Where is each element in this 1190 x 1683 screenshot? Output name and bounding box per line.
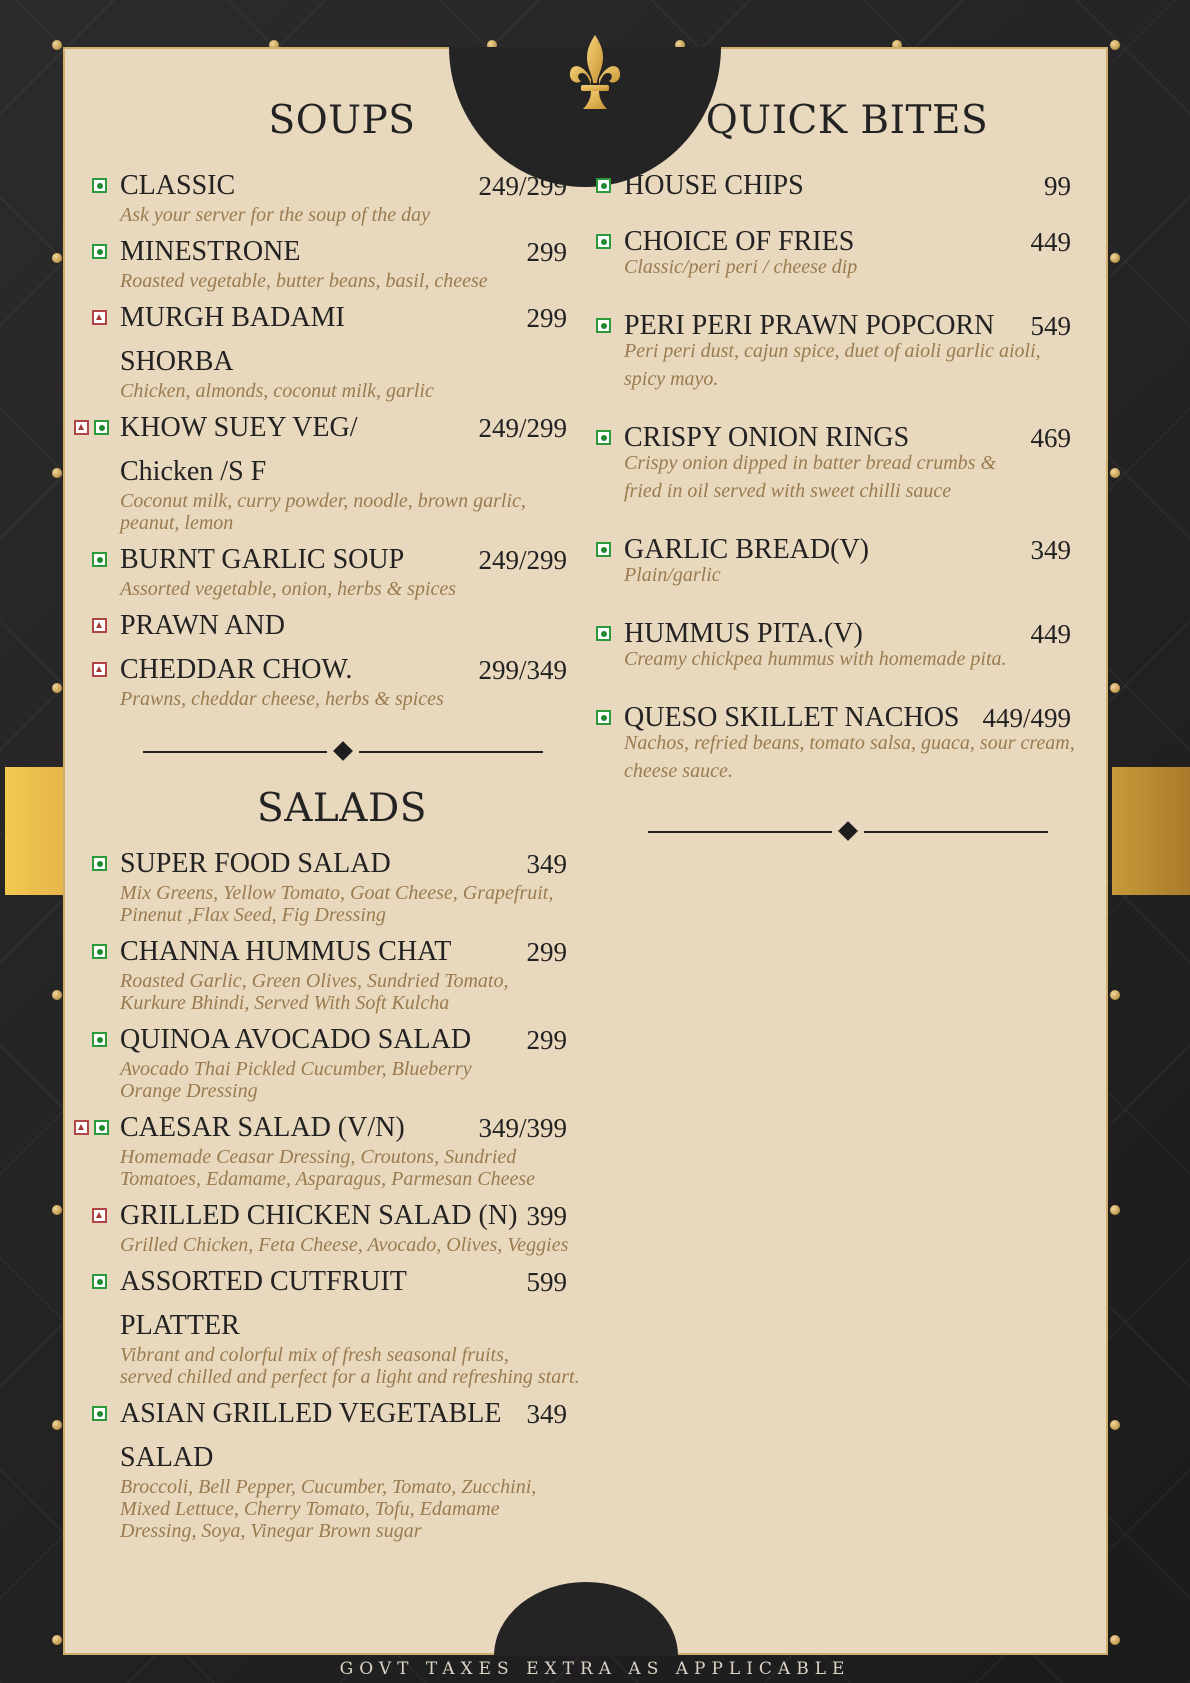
item-name-line2: PLATTER xyxy=(120,1310,240,1341)
veg-icon xyxy=(596,430,611,445)
item-price: 249/299 xyxy=(478,545,567,575)
item-price: 249/299 xyxy=(478,171,567,201)
item-price: 449/499 xyxy=(982,703,1071,733)
item-description: Homemade Ceasar Dressing, Croutons, Sundried xyxy=(120,1146,517,1168)
item-description: Creamy chickpea hummus with homemade pita. xyxy=(624,648,1007,670)
item-name: QUESO SKILLET NACHOS xyxy=(624,702,960,733)
soups-heading: SOUPS xyxy=(268,98,416,143)
stud xyxy=(1110,1205,1120,1215)
stud xyxy=(1110,990,1120,1000)
item-name: GARLIC BREAD(V) xyxy=(624,534,869,565)
veg-icon xyxy=(596,542,611,557)
veg-icon xyxy=(92,856,107,871)
item-description: Mix Greens, Yellow Tomato, Goat Cheese, Grapefruit, xyxy=(120,882,554,904)
item-description: Dressing, Soya, Vinegar Brown sugar xyxy=(120,1520,422,1542)
veg-icon xyxy=(92,944,107,959)
item-description: Mixed Lettuce, Cherry Tomato, Tofu, Edamame xyxy=(120,1498,500,1520)
stud xyxy=(52,253,62,263)
stud xyxy=(1110,1635,1120,1645)
non-veg-icon xyxy=(74,1120,89,1135)
veg-icon xyxy=(94,1120,109,1135)
item-description: Plain/garlic xyxy=(624,564,721,586)
item-price: 299/349 xyxy=(478,655,567,685)
item-name-line2: CHEDDAR CHOW. xyxy=(120,654,353,685)
item-description: Tomatoes, Edamame, Asparagus, Parmesan Cheese xyxy=(120,1168,535,1190)
non-veg-icon xyxy=(92,310,107,325)
fleur-de-lis-icon xyxy=(567,33,623,115)
veg-icon xyxy=(596,626,611,641)
quick-bites-heading: QUICK BITES xyxy=(705,98,989,143)
stud xyxy=(1110,468,1120,478)
item-description: peanut, lemon xyxy=(120,512,234,534)
item-description: Peri peri dust, cajun spice, duet of aioli garlic aioli, xyxy=(624,340,1041,362)
item-description: fried in oil served with sweet chilli sauce xyxy=(624,480,952,502)
item-name: CHOICE OF FRIES xyxy=(624,226,855,257)
item-name: PRAWN AND xyxy=(120,610,285,641)
non-veg-icon xyxy=(92,618,107,633)
item-description: Roasted vegetable, butter beans, basil, cheese xyxy=(120,270,488,292)
tax-notice: GOVT TAXES EXTRA AS APPLICABLE xyxy=(339,1659,851,1679)
item-description: cheese sauce. xyxy=(624,760,733,782)
item-name: MINESTRONE xyxy=(120,236,301,267)
section-divider xyxy=(143,742,543,762)
item-name-line2: Chicken /S F xyxy=(120,456,267,487)
item-name: BURNT GARLIC SOUP xyxy=(120,544,405,575)
item-price: 299 xyxy=(526,1025,567,1055)
item-name: CHANNA HUMMUS CHAT xyxy=(120,936,452,967)
item-description: Classic/peri peri / cheese dip xyxy=(624,256,858,278)
stud xyxy=(1110,683,1120,693)
item-name: QUINOA AVOCADO SALAD xyxy=(120,1024,472,1055)
item-description: Chicken, almonds, coconut milk, garlic xyxy=(120,380,434,402)
non-veg-icon xyxy=(92,662,107,677)
item-name: HUMMUS PITA.(V) xyxy=(624,618,863,649)
item-price: 549 xyxy=(1030,311,1071,341)
veg-icon xyxy=(596,710,611,725)
veg-icon xyxy=(92,1274,107,1289)
veg-icon xyxy=(92,552,107,567)
item-price: 299 xyxy=(526,937,567,967)
gold-band-left xyxy=(5,767,65,895)
item-description: Broccoli, Bell Pepper, Cucumber, Tomato, Zucchini, xyxy=(120,1476,537,1498)
item-description: Crispy onion dipped in batter bread crumbs & xyxy=(624,452,997,474)
veg-icon xyxy=(596,178,611,193)
item-price: 299 xyxy=(526,303,567,333)
item-price: 469 xyxy=(1030,423,1071,453)
salads-heading: SALADS xyxy=(257,786,427,831)
veg-icon xyxy=(596,318,611,333)
item-price: 399 xyxy=(526,1201,567,1231)
veg-icon xyxy=(92,1406,107,1421)
non-veg-icon xyxy=(74,420,89,435)
item-name-line2: SALAD xyxy=(120,1442,214,1473)
item-description: Assorted vegetable, onion, herbs & spices xyxy=(120,578,457,600)
stud xyxy=(1110,40,1120,50)
item-price: 449 xyxy=(1030,227,1071,257)
veg-icon xyxy=(92,1032,107,1047)
item-description: served chilled and perfect for a light and refreshing start. xyxy=(120,1366,580,1388)
stud xyxy=(52,40,62,50)
gold-band-right xyxy=(1112,767,1190,895)
item-price: 349 xyxy=(1030,535,1071,565)
item-price: 249/299 xyxy=(478,413,567,443)
stud xyxy=(1110,253,1120,263)
stud xyxy=(52,990,62,1000)
stud xyxy=(52,1635,62,1645)
item-price: 99 xyxy=(1044,171,1071,201)
veg-icon xyxy=(92,178,107,193)
item-description: Kurkure Bhindi, Served With Soft Kulcha xyxy=(120,992,450,1014)
item-name: ASIAN GRILLED VEGETABLE xyxy=(120,1398,502,1429)
veg-icon xyxy=(94,420,109,435)
stud xyxy=(1110,1420,1120,1430)
item-name: CLASSIC xyxy=(120,170,236,201)
item-name: MURGH BADAMI xyxy=(120,302,345,333)
item-name: ASSORTED CUTFRUIT xyxy=(120,1266,407,1297)
item-price: 349/399 xyxy=(478,1113,567,1143)
item-description: spicy mayo. xyxy=(624,368,719,390)
section-divider xyxy=(648,822,1048,842)
non-veg-icon xyxy=(92,1208,107,1223)
item-name-line2: SHORBA xyxy=(120,346,234,377)
item-price: 349 xyxy=(526,1399,567,1429)
item-description: Roasted Garlic, Green Olives, Sundried Tomato, xyxy=(120,970,509,992)
item-name: PERI PERI PRAWN POPCORN xyxy=(624,310,995,341)
item-name: GRILLED CHICKEN SALAD (N) xyxy=(120,1200,518,1231)
item-description: Prawns, cheddar cheese, herbs & spices xyxy=(120,688,444,710)
stud xyxy=(52,683,62,693)
item-description: Pinenut ,Flax Seed, Fig Dressing xyxy=(120,904,386,926)
item-price: 449 xyxy=(1030,619,1071,649)
item-description: Ask your server for the soup of the day xyxy=(120,204,430,226)
item-description: Coconut milk, curry powder, noodle, brown garlic, xyxy=(120,490,526,512)
item-description: Nachos, refried beans, tomato salsa, guaca, sour cream, xyxy=(624,732,1075,754)
item-description: Avocado Thai Pickled Cucumber, Blueberry xyxy=(120,1058,472,1080)
stud xyxy=(52,468,62,478)
item-name: KHOW SUEY VEG/ xyxy=(120,412,358,443)
item-name: HOUSE CHIPS xyxy=(624,170,804,201)
item-name: CRISPY ONION RINGS xyxy=(624,422,910,453)
veg-icon xyxy=(92,244,107,259)
stud xyxy=(52,1205,62,1215)
item-name: SUPER FOOD SALAD xyxy=(120,848,391,879)
stud xyxy=(52,1420,62,1430)
item-description: Orange Dressing xyxy=(120,1080,258,1102)
veg-icon xyxy=(596,234,611,249)
item-name: CAESAR SALAD (V/N) xyxy=(120,1112,405,1143)
item-price: 599 xyxy=(526,1267,567,1297)
item-description: Vibrant and colorful mix of fresh seasonal fruits, xyxy=(120,1344,509,1366)
item-price: 349 xyxy=(526,849,567,879)
item-price: 299 xyxy=(526,237,567,267)
item-description: Grilled Chicken, Feta Cheese, Avocado, Olives, Veggies xyxy=(120,1234,569,1256)
